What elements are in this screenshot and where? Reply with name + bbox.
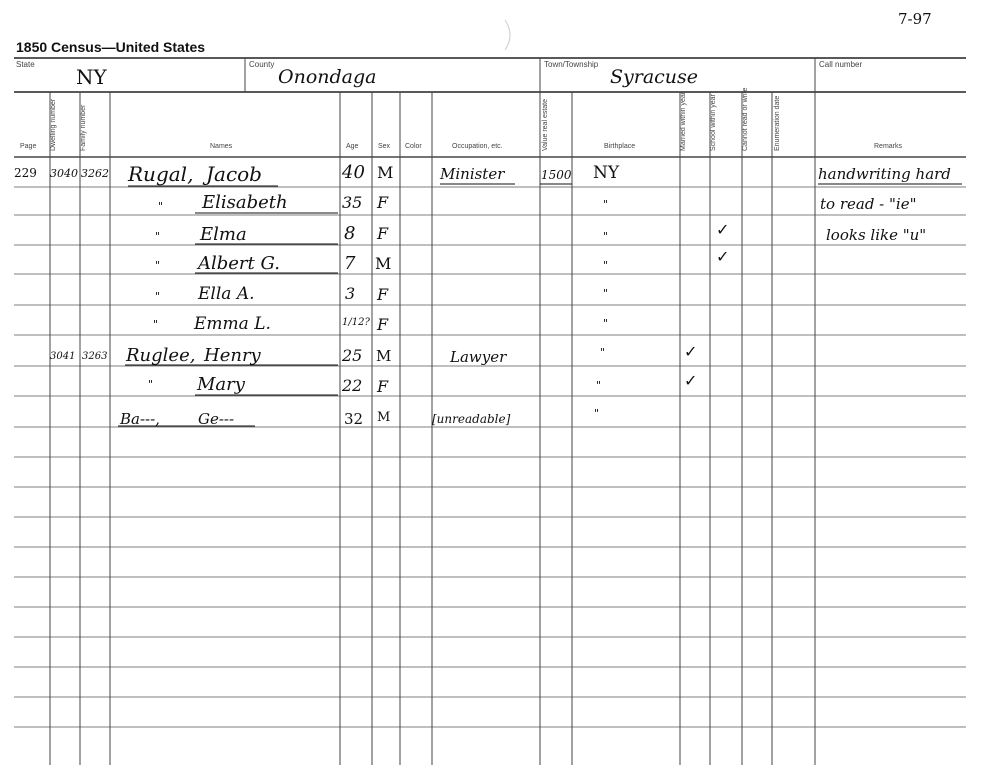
real-estate-value: 1500 [541,168,572,182]
given-name: Ella A. [198,284,255,304]
sex: M [377,410,391,425]
town-value: Syracuse [610,66,699,88]
col-remarks: Remarks [874,143,903,150]
given-name: Elma [200,224,247,245]
town-label: Town/Township [544,60,599,69]
ditto-mark: " [153,318,159,331]
ditto-mark: " [603,230,609,243]
given-name: Emma L. [194,314,271,334]
page-number: 229 [14,166,37,180]
given-name: Albert G. [198,253,280,274]
col-sex: Sex [378,143,391,150]
occupation: [unreadable] [432,412,511,426]
col-names: Names [210,143,233,150]
col-married: Married within year [680,91,687,151]
sex: M [377,163,394,182]
married-check: ✓ [684,342,698,361]
sex: F [377,377,389,396]
age: 22 [342,376,363,395]
ditto-mark: " [603,287,609,300]
sex: F [377,315,389,334]
ditto-mark: " [600,346,606,359]
sex: M [376,347,392,365]
age: 1/12? [342,317,370,328]
age: 32 [344,410,364,428]
dwelling-number: 3040 [50,167,78,180]
family-number: 3262 [81,167,109,180]
age: 3 [345,284,356,303]
col-color: Color [405,143,422,150]
age: 35 [342,193,363,212]
family-number: 3263 [82,351,108,362]
given-name: Henry [204,345,261,366]
col-birthplace: Birthplace [604,143,636,150]
age: 8 [344,223,356,244]
col-occupation: Occupation, etc. [452,143,503,150]
given-name: Jacob [206,162,262,186]
age: 25 [342,346,363,365]
surname: Ruglee, [126,345,196,366]
married-check: ✓ [684,371,698,390]
state-value: NY [76,65,107,89]
surname: Rugal, [128,162,194,186]
ditto-mark: " [603,259,609,272]
ditto-mark: " [155,230,161,243]
given-name: Elisabeth [202,192,288,213]
ditto-mark: " [603,317,609,330]
county-label: County [249,60,275,69]
col-value: Value real estate [542,98,549,151]
sex: M [375,254,392,273]
form-title: 1850 Census—United States [16,39,206,55]
remark-line: to read - "ie" [820,195,917,213]
ditto-mark: " [155,259,161,272]
ditto-mark: " [155,290,161,303]
surname: Ba---, [120,410,160,428]
birthplace: NY [593,163,620,183]
page-code: 7-97 [898,10,932,28]
sex: F [377,285,389,304]
ditto-mark: " [603,198,609,211]
col-age: Age [346,143,359,150]
county-value: Onondaga [278,66,377,88]
ditto-mark: " [594,407,600,420]
col-page: Page [20,143,37,150]
col-cannot-read: Cannot read or write [742,87,749,151]
age: 7 [344,253,356,274]
state-label: State [16,60,35,69]
call-number-label: Call number [819,60,863,69]
col-school: School within year [710,94,717,151]
ditto-mark: " [148,378,154,391]
occupation: Lawyer [450,348,507,366]
given-name: Ge--- [198,410,235,428]
dwelling-number: 3041 [50,351,76,362]
ditto-mark: " [596,379,602,392]
col-family: Family number [80,104,87,151]
school-check: ✓ [716,220,730,239]
sex: F [377,224,389,243]
ditto-mark: " [158,200,164,213]
given-name: Mary [197,374,245,395]
occupation: Minister [440,165,505,183]
remark-line: handwriting hard [818,165,951,183]
col-enumeration: Enumeration date [774,95,781,151]
remark-line: looks like "u" [826,226,927,244]
school-check: ✓ [716,247,730,266]
sex: F [377,193,389,212]
col-dwelling: Dwelling number [50,98,57,151]
age: 40 [342,162,365,183]
